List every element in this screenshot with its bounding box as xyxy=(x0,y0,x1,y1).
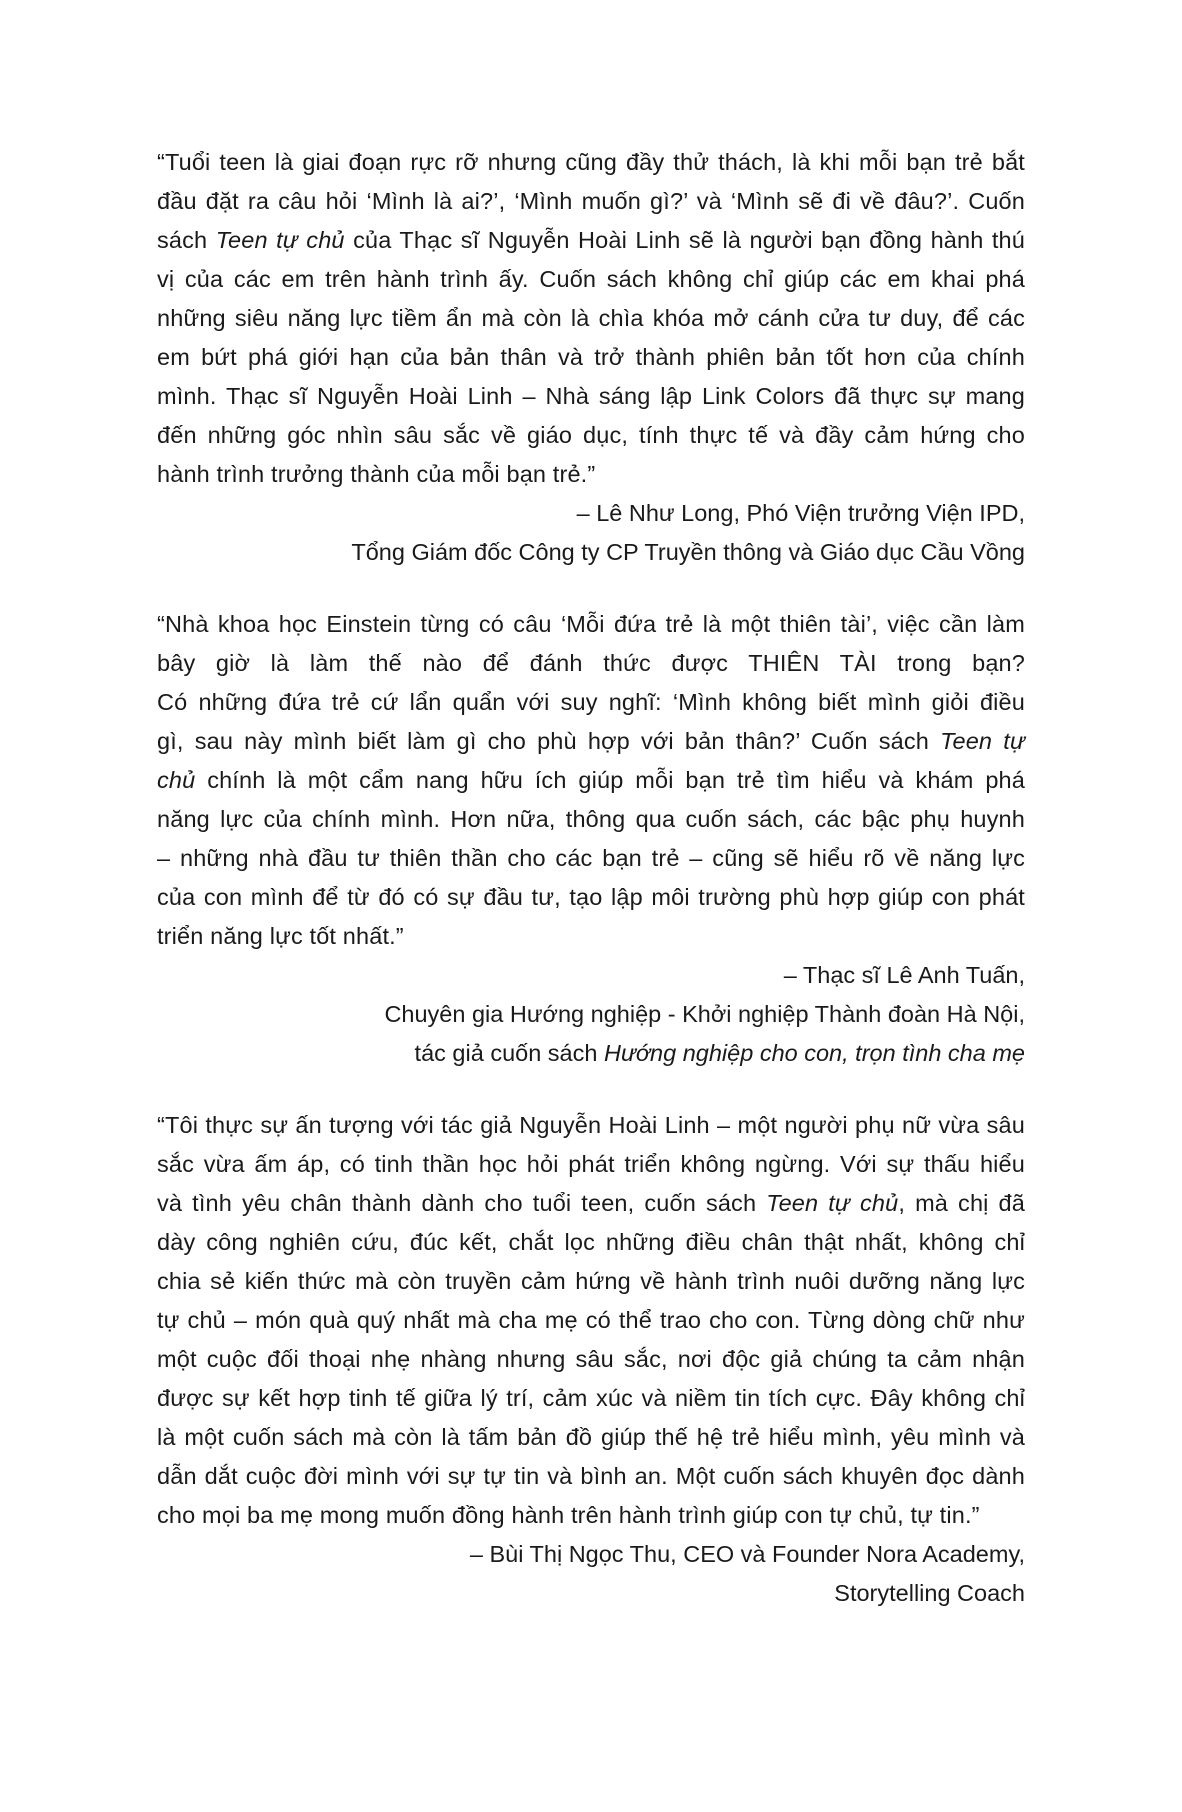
book-title: chủ xyxy=(157,767,196,793)
text-line: sách Teen tự chủ của Thạc sĩ Nguyễn Hoài Linh sẽ là người bạn đồng hành thú xyxy=(157,227,1026,253)
text-line: tự chủ – món quà quý nhất mà cha mẹ có thể trao cho con. Từng dòng chữ như xyxy=(157,1307,1025,1333)
text-line: – Bùi Thị Ngọc Thu, CEO và Founder Nora Academy, xyxy=(469,1541,1025,1567)
text-line: một cuộc đối thoại nhẹ nhàng nhưng sâu sắc, nơi độc giả chúng ta cảm nhận xyxy=(157,1346,1025,1372)
text-line: “Tôi thực sự ấn tượng với tác giả Nguyễn Hoài Linh – một người phụ nữ vừa sâu xyxy=(157,1112,1025,1138)
book-title: Teen tự chủ xyxy=(215,227,345,253)
text-line: được sự kết hợp tinh tế giữa lý trí, cảm xúc và niềm tin tích cực. Đây không chỉ xyxy=(157,1385,1025,1411)
book-title: Hướng nghiệp cho con, trọn tình cha mẹ xyxy=(603,1040,1025,1066)
testimonial-attribution xyxy=(157,494,1025,572)
text-line: chia sẻ kiến thức mà còn truyền cảm hứng về hành trình nuôi dưỡng năng lực xyxy=(157,1268,1025,1294)
text-line: “Tuổi teen là giai đoạn rực rỡ nhưng cũng đầy thử thách, là khi mỗi bạn trẻ bắt xyxy=(157,149,1025,175)
testimonial-quote xyxy=(157,143,1025,494)
text-line: triển năng lực tốt nhất.” xyxy=(157,923,404,949)
text-line: dẫn dắt cuộc đời mình với sự tự tin và bình an. Một cuốn sách khuyên đọc dành xyxy=(157,1463,1025,1489)
text-line: và tình yêu chân thành dành cho tuổi teen, cuốn sách Teen tự chủ, mà chị đã xyxy=(157,1190,1025,1216)
text-line: hành trình trưởng thành của mỗi bạn trẻ.” xyxy=(157,461,596,487)
text-line: chủ chính là một cẩm nang hữu ích giúp mỗi bạn trẻ tìm hiểu và khám phá xyxy=(157,767,1025,793)
text-line: là một cuốn sách mà còn là tấm bản đồ giúp thế hệ trẻ hiểu mình, yêu mình và xyxy=(157,1424,1025,1450)
text-line: những siêu năng lực tiềm ẩn mà còn là chìa khóa mở cánh cửa tư duy, để các xyxy=(157,305,1025,331)
book-title: Teen tự chủ xyxy=(766,1190,899,1216)
text-line: dày công nghiên cứu, đúc kết, chắt lọc những điều chân thật nhất, không chỉ xyxy=(157,1229,1025,1255)
testimonial-2 xyxy=(157,605,1025,1073)
testimonial-3 xyxy=(157,1106,1025,1613)
testimonials-page xyxy=(157,143,1025,1646)
testimonial-quote xyxy=(157,605,1025,956)
text-line: Có những đứa trẻ cứ lẩn quẩn với suy nghĩ: ‘Mình không biết mình giỏi điều xyxy=(157,689,1025,715)
text-line: Chuyên gia Hướng nghiệp - Khởi nghiệp Thành đoàn Hà Nội, xyxy=(384,1001,1025,1027)
testimonial-attribution xyxy=(157,956,1025,1073)
testimonial-quote xyxy=(157,1106,1025,1535)
text-line: – Lê Như Long, Phó Viện trưởng Viện IPD, xyxy=(576,500,1025,526)
testimonial-1 xyxy=(157,143,1025,572)
text-line: gì, sau này mình biết làm gì cho phù hợp với bản thân?’ Cuốn sách Teen tự xyxy=(157,728,1025,754)
text-line: đến những góc nhìn sâu sắc về giáo dục, tính thực tế và đầy cảm hứng cho xyxy=(157,422,1025,448)
text-line: cho mọi ba mẹ mong muốn đồng hành trên hành trình giúp con tự chủ, tự tin.” xyxy=(157,1502,980,1528)
text-line: sắc vừa ấm áp, có tinh thần học hỏi phát triển không ngừng. Với sự thấu hiểu xyxy=(157,1151,1025,1177)
text-line: tác giả cuốn sách Hướng nghiệp cho con, trọn tình cha mẹ xyxy=(414,1040,1025,1066)
text-line: – Thạc sĩ Lê Anh Tuấn, xyxy=(783,962,1025,988)
text-line: – những nhà đầu tư thiên thần cho các bạn trẻ – cũng sẽ hiểu rõ về năng lực xyxy=(157,845,1025,871)
text-line: bây giờ là làm thế nào để đánh thức được THIÊN TÀI trong bạn? xyxy=(157,650,1025,676)
text-line: mình. Thạc sĩ Nguyễn Hoài Linh – Nhà sáng lập Link Colors đã thực sự mang xyxy=(157,383,1025,409)
text-line: đầu đặt ra câu hỏi ‘Mình là ai?’, ‘Mình muốn gì?’ và ‘Mình sẽ đi về đâu?’. Cuốn xyxy=(157,188,1025,214)
text-line: năng lực của chính mình. Hơn nữa, thông qua cuốn sách, các bậc phụ huynh xyxy=(157,806,1025,832)
text-line: của con mình để từ đó có sự đầu tư, tạo lập môi trường phù hợp giúp con phát xyxy=(157,884,1025,910)
text-line: vị của các em trên hành trình ấy. Cuốn sách không chỉ giúp các em khai phá xyxy=(157,266,1025,292)
book-title: Teen tự xyxy=(940,728,1025,754)
text-line: em bứt phá giới hạn của bản thân và trở thành phiên bản tốt hơn của chính xyxy=(157,344,1025,370)
text-line: Storytelling Coach xyxy=(834,1580,1025,1606)
text-line: “Nhà khoa học Einstein từng có câu ‘Mỗi đứa trẻ là một thiên tài’, việc cần làm xyxy=(157,611,1025,637)
testimonial-attribution xyxy=(157,1535,1025,1613)
text-line: Tổng Giám đốc Công ty CP Truyền thông và Giáo dục Cầu Vồng xyxy=(351,539,1025,565)
